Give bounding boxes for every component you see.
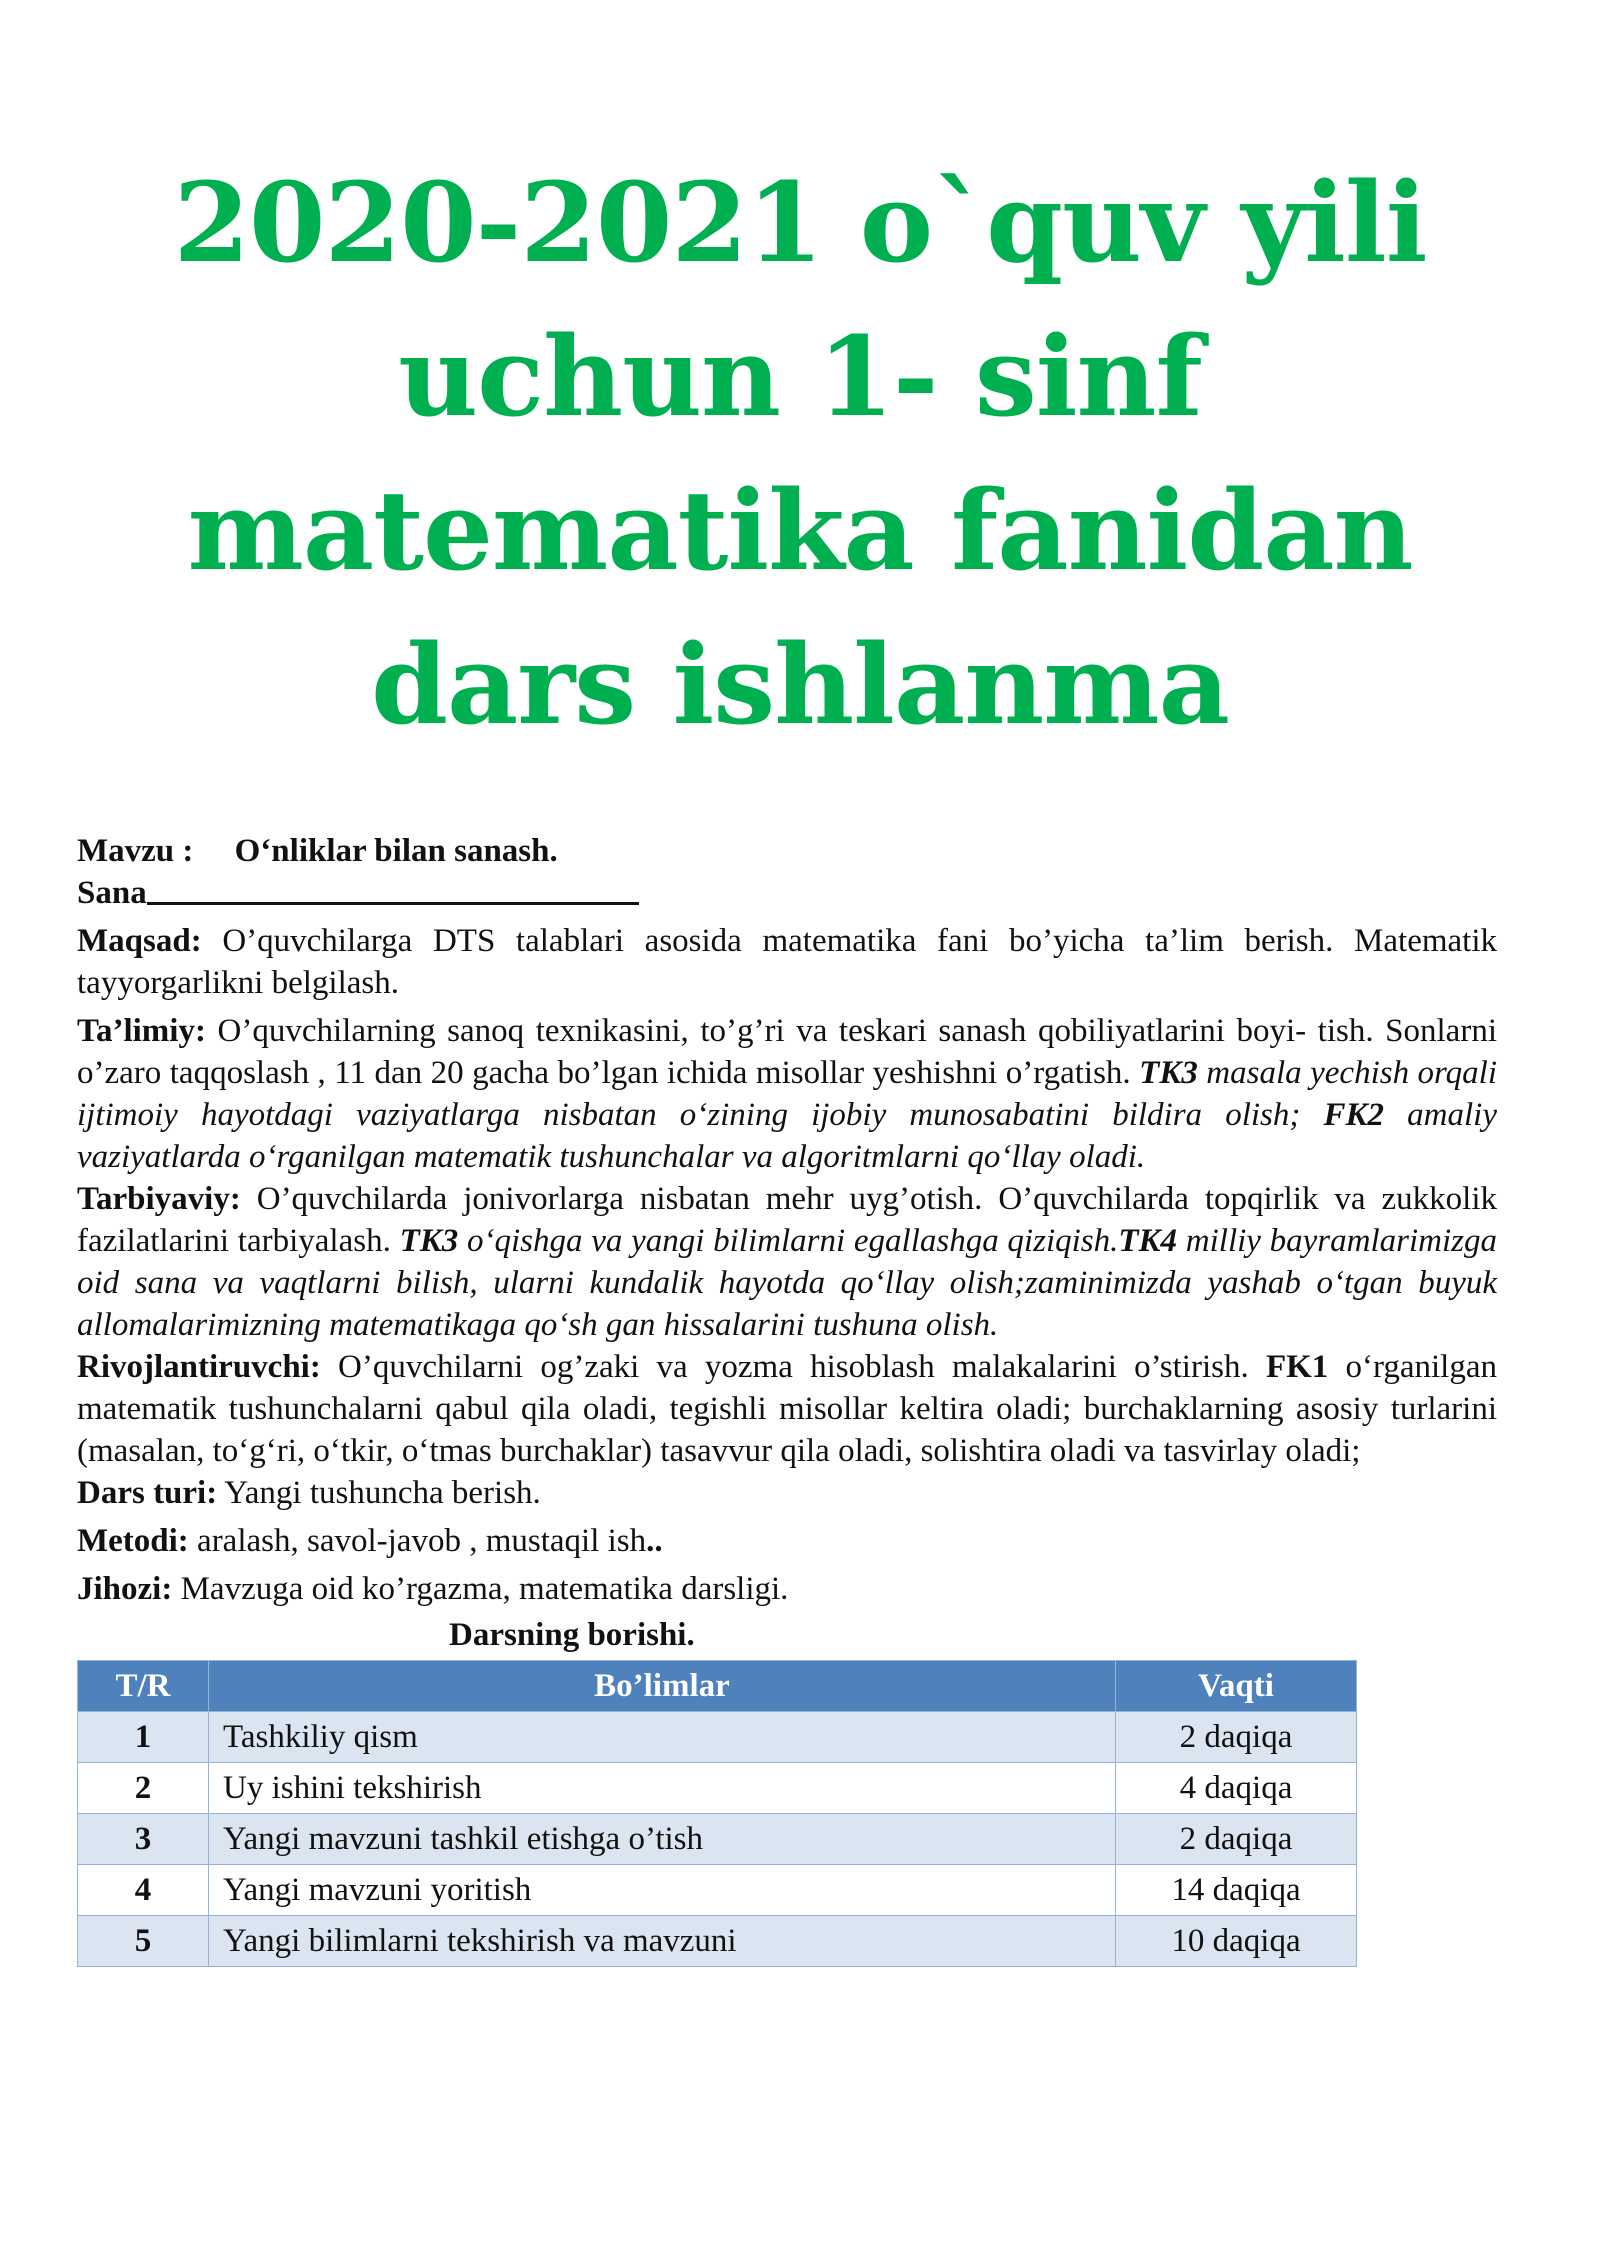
talimiy-text: O’quvchilarning sanoq texnikasini, to’g’ri va teskari sanash qobiliyatlarini boyi- tish. Sonlarni o’zaro taqqoslash , 11 dan 20 gacha bo’lgan ichida misollar yeshishni o’rgatish. <box>77 1013 1497 1091</box>
row-section: Tashkiliy qism <box>209 1712 1116 1763</box>
table-row <box>78 1916 1357 1967</box>
tk3-text: masala yechish orqali ijtimoiy hayotdagi vaziyatlarga nisbatan o‘zining ijobiy munosabatini bildira olish; <box>77 1055 1498 1133</box>
tk4-code: TK4 <box>1118 1223 1178 1259</box>
row-time: 2 daqiqa <box>1116 1712 1357 1763</box>
jihozi-label: Jihozi: <box>77 1571 173 1607</box>
row-section: Uy ishini tekshirish <box>209 1763 1116 1814</box>
sana-blank <box>147 872 639 905</box>
fk1-code: FK1 <box>1265 1349 1329 1385</box>
talimiy-paragraph <box>77 1010 1497 1178</box>
tarbiyaviy-text: O’quvchilarda jonivorlarga nisbatan mehr uyg’otish. O’quvchilarda topqirlik va zukkolik fazilatlarini tarbiyalash. <box>77 1181 1497 1259</box>
table-header-row <box>78 1661 1357 1712</box>
row-number: 3 <box>78 1814 209 1865</box>
fk1-text: o‘rganilgan matematik tushunchalarni qabul qila oladi, tegishli misollar keltira oladi; burchaklarning asosiy turlarini (masalan, to‘g‘ri, o‘tkir, o‘tmas burchaklar) tasavvur qila oladi, solishtira oladi va tasvirlay oladi; <box>77 1349 1497 1469</box>
mavzu-value: O‘nliklar bilan sanash. <box>234 833 558 869</box>
rivojlantiruvchi-text: O’quvchilarni og’zaki va yozma hisoblash malakalarini o’stirish. <box>320 1349 1266 1385</box>
rivojlantiruvchi-paragraph <box>77 1346 1497 1472</box>
mavzu-line <box>77 830 1497 872</box>
column-header-sections: Bo’limlar <box>209 1661 1116 1712</box>
talimiy-label: Ta’limiy: <box>77 1013 206 1049</box>
metodi-label: Metodi: <box>77 1523 189 1559</box>
row-time: 10 daqiqa <box>1116 1916 1357 1967</box>
lesson-schedule-table <box>77 1660 1357 1967</box>
title-line: uchun 1- sinf <box>398 312 1202 441</box>
tk3-code: TK3 <box>1139 1055 1198 1091</box>
document-title <box>0 146 1600 762</box>
title-line: matematika fanidan <box>187 466 1413 595</box>
table-row <box>78 1814 1357 1865</box>
table-heading: Darsning borishi. <box>449 1617 695 1653</box>
fk2-code: FK2 <box>1323 1097 1385 1133</box>
row-section: Yangi mavzuni tashkil etishga o’tish <box>209 1814 1116 1865</box>
row-section: Yangi bilimlarni tekshirish va mavzuni <box>209 1916 1116 1967</box>
dars-turi-label: Dars turi: <box>77 1475 218 1511</box>
dars-turi-line <box>77 1472 1497 1514</box>
title-line: 2020-2021 o`quv yili <box>173 158 1427 287</box>
sana-label: Sana <box>77 875 147 911</box>
metodi-dots: .. <box>646 1523 663 1559</box>
row-number: 5 <box>78 1916 209 1967</box>
jihozi-line <box>77 1568 1497 1610</box>
jihozi-text: Mavzuga oid ko’rgazma, matematika darsligi. <box>172 1571 789 1607</box>
metodi-line <box>77 1520 1497 1562</box>
row-time: 2 daqiqa <box>1116 1814 1357 1865</box>
tarbiyaviy-label: Tarbiyaviy: <box>77 1181 241 1217</box>
metodi-text: aralash, savol-javob , mustaqil ish <box>188 1523 647 1559</box>
lesson-plan-body <box>77 830 1497 1967</box>
maqsad-text: O’quvchilarga DTS talablari asosida matematika fani bo’yicha ta’lim berish. Matematik tayyorgarlikni belgilash. <box>77 923 1497 1001</box>
mavzu-label: Mavzu : <box>77 833 194 869</box>
row-number: 1 <box>78 1712 209 1763</box>
maqsad-label: Maqsad: <box>77 923 202 959</box>
table-row <box>78 1712 1357 1763</box>
column-header-tr: T/R <box>78 1661 209 1712</box>
tarbiyaviy-paragraph <box>77 1178 1497 1346</box>
title-line: dars ishlanma <box>371 620 1229 749</box>
table-row <box>78 1865 1357 1916</box>
column-header-time: Vaqti <box>1116 1661 1357 1712</box>
dars-turi-text: Yangi tushuncha berish. <box>217 1475 541 1511</box>
rivojlantiruvchi-label: Rivojlantiruvchi: <box>77 1349 321 1385</box>
row-time: 4 daqiqa <box>1116 1763 1357 1814</box>
tk4-text: milliy bayramlarimizga oid sana va vaqtlarni bilish, ularni kundalik hayotda qo‘llay olish;zaminimizda yashab o‘tgan buyuk allomalarimizning matematikaga qo‘sh gan hissalarini tushuna olish. <box>77 1223 1498 1343</box>
maqsad-paragraph <box>77 920 1497 1004</box>
tk3-text: o‘qishga va yangi bilimlarni egallashga qiziqish. <box>458 1223 1119 1259</box>
tk3-code: TK3 <box>399 1223 459 1259</box>
table-row <box>78 1763 1357 1814</box>
row-number: 2 <box>78 1763 209 1814</box>
row-section: Yangi mavzuni yoritish <box>209 1865 1116 1916</box>
fk2-text: amaliy vaziyatlarda o‘rganilgan matematik tushunchalar va algoritmlarni qo‘llay oladi. <box>77 1097 1497 1175</box>
sana-line <box>77 872 1497 914</box>
row-time: 14 daqiqa <box>1116 1865 1357 1916</box>
row-number: 4 <box>78 1865 209 1916</box>
